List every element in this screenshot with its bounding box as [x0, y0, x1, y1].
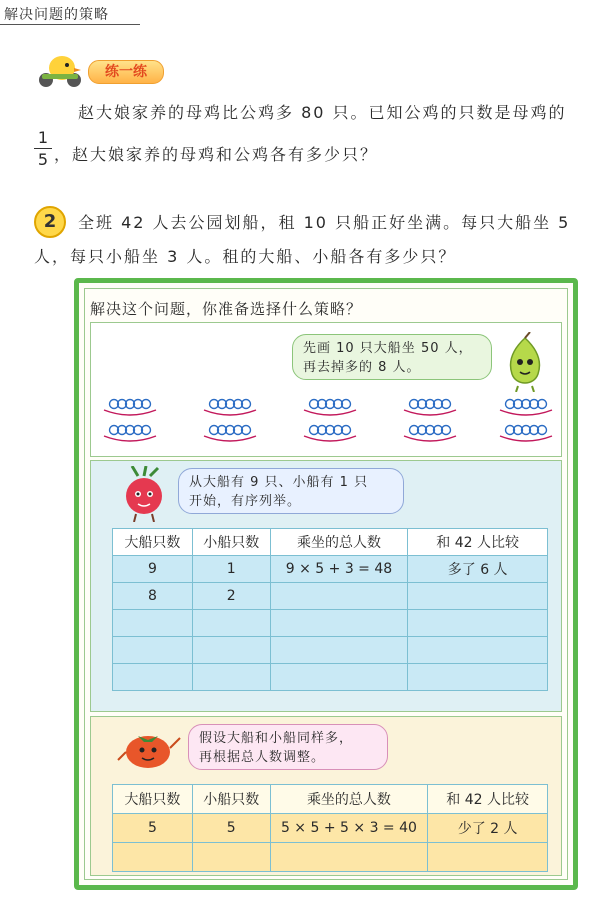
table-cell [408, 637, 548, 664]
table-header-cell: 小船只数 [192, 529, 270, 556]
bubble-draw-line-2: 再去掉多的 8 人。 [303, 360, 421, 375]
listing-table [112, 528, 548, 691]
table-cell: 9 × 5 + 3 = 48 [270, 556, 408, 583]
table-cell [192, 610, 270, 637]
table-cell: 5 [192, 814, 270, 843]
table-header-cell: 和 42 人比较 [408, 529, 548, 556]
table-header-row [113, 529, 548, 556]
page-header-title: 解决问题的策略 [4, 7, 109, 23]
table-cell [113, 610, 193, 637]
table-cell [270, 664, 408, 691]
fraction-numerator: 1 [37, 128, 49, 147]
table-cell [408, 583, 548, 610]
table-cell: 5 [113, 814, 193, 843]
practice-badge: 练一练 [88, 60, 164, 84]
table-cell [192, 664, 270, 691]
speech-bubble-list [178, 468, 404, 514]
table-row [113, 843, 548, 872]
fraction-denominator: 5 [37, 150, 49, 169]
boats-drawing [100, 396, 560, 444]
table-row [113, 814, 548, 843]
practice-line-1: 赵大娘家养的母鸡比公鸡多 80 只。已知公鸡的只数是母鸡的 [78, 103, 567, 122]
table-row [113, 664, 548, 691]
practice-line-2: ，赵大娘家养的母鸡和公鸡各有多少只？ [54, 145, 379, 164]
table-row [113, 556, 548, 583]
boat-drawing-2 [204, 400, 256, 442]
table-header-cell: 和 42 人比较 [428, 785, 548, 814]
bubble-assume-line-2: 再根据总人数调整。 [199, 750, 326, 765]
table-cell [408, 664, 548, 691]
table-cell [270, 610, 408, 637]
bubble-list-line-2: 开始，有序列举。 [189, 494, 302, 509]
table-cell: 1 [192, 556, 270, 583]
table-header-cell: 大船只数 [113, 529, 193, 556]
table-cell [113, 637, 193, 664]
pear-mascot-icon [500, 332, 550, 392]
table-cell [113, 843, 193, 872]
boat-drawing-4 [404, 400, 456, 442]
table-row [113, 610, 548, 637]
table-header-row [113, 785, 548, 814]
table-cell: 9 [113, 556, 193, 583]
table-cell: 少了 2 人 [428, 814, 548, 843]
boat-drawing-5 [500, 400, 552, 442]
assumption-table [112, 784, 548, 872]
speech-bubble-assume [188, 724, 388, 770]
table-cell: 8 [113, 583, 193, 610]
chick-mascot-icon [34, 54, 86, 88]
table-cell [270, 637, 408, 664]
speech-bubble-draw [292, 334, 492, 380]
table-cell [270, 583, 408, 610]
table-cell [192, 843, 270, 872]
boat-drawing-1 [104, 400, 156, 442]
table-cell [270, 843, 428, 872]
problem-line-1: 全班 42 人去公园划船，租 10 只船正好坐满。每只大船坐 5 [78, 213, 571, 232]
table-header-cell: 小船只数 [192, 785, 270, 814]
bubble-list-line-1: 从大船有 9 只、小船有 1 只 [189, 475, 369, 490]
bubble-draw-line-1: 先画 10 只大船坐 50 人， [303, 341, 473, 356]
table-header-cell: 乘坐的总人数 [270, 529, 408, 556]
problem-line-2: 人，每只小船坐 3 人。租的大船、小船各有多少只？ [34, 247, 457, 266]
problem-number-badge: 2 [34, 206, 66, 238]
tomato-mascot-icon [116, 726, 182, 774]
fraction-one-fifth [34, 128, 52, 169]
table-cell: 多了 6 人 [408, 556, 548, 583]
table-row [113, 637, 548, 664]
table-header-cell: 大船只数 [113, 785, 193, 814]
strategy-question: 解决这个问题，你准备选择什么策略？ [90, 300, 363, 318]
boat-drawing-3 [304, 400, 356, 442]
table-header-cell: 乘坐的总人数 [270, 785, 428, 814]
table-cell: 5 × 5 + 5 × 3 = 40 [270, 814, 428, 843]
table-row [113, 583, 548, 610]
header-divider [0, 24, 140, 25]
radish-mascot-icon [116, 466, 174, 522]
table-cell [408, 610, 548, 637]
table-cell [428, 843, 548, 872]
table-cell: 2 [192, 583, 270, 610]
table-cell [113, 664, 193, 691]
bubble-assume-line-1: 假设大船和小船同样多， [199, 731, 354, 746]
table-cell [192, 637, 270, 664]
